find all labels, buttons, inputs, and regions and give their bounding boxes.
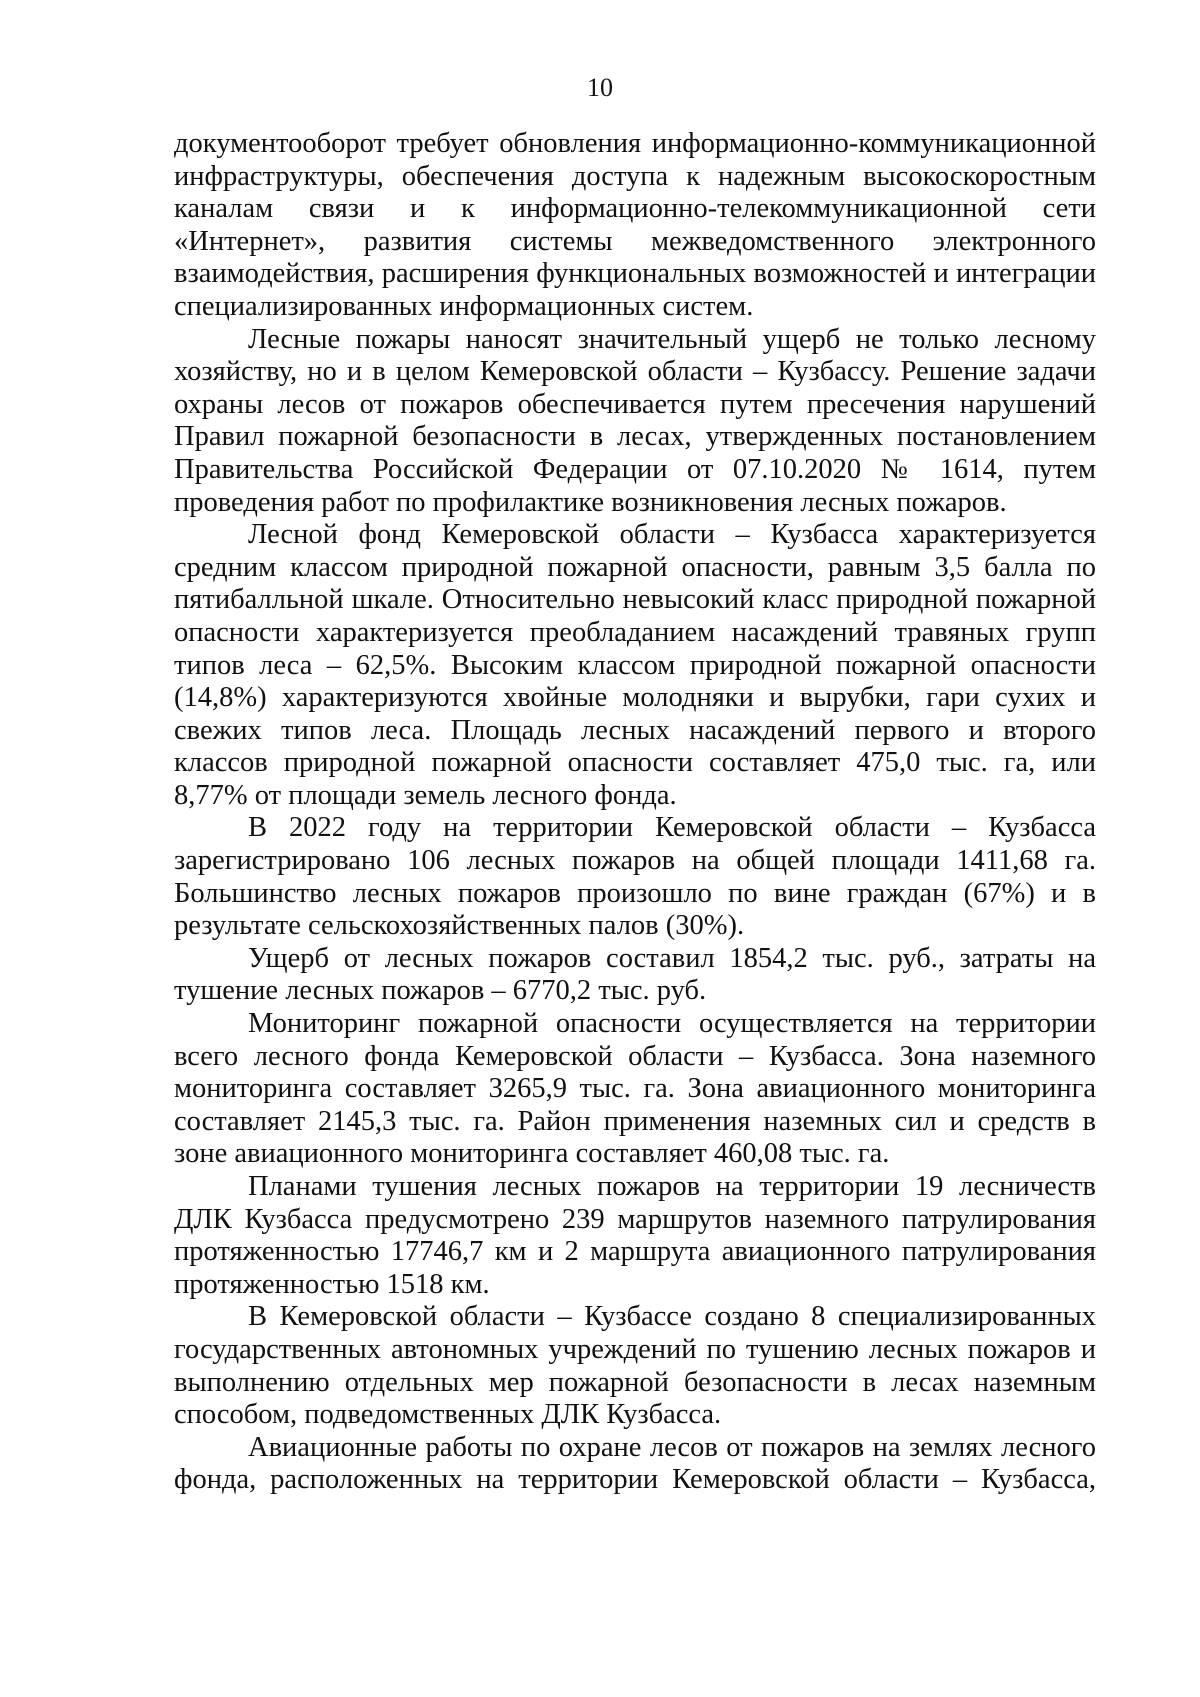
paragraph-institutions: В Кемеровской области – Кузбассе создано 8 специализированных государственных автономных учреждений по тушению лесных пожаров и выполнению отдельных мер пожарной безопасности в лесах наземным способом, подведомственных ДЛК Кузбасса. xyxy=(174,1301,1096,1431)
paragraph-monitoring: Мониторинг пожарной опасности осуществляется на территории всего лесного фонда Кемеровской области – Кузбасса. Зона наземного мониторинга составляет 3265,9 тыс. га. Зона авиационного мониторинга составляет 2145,3 тыс. га. Район применения наземных сил и средств в зоне авиационного мониторинга составляет 460,08 тыс. га. xyxy=(174,1008,1096,1170)
paragraph-fires-2022: В 2022 году на территории Кемеровской области – Кузбасса зарегистрировано 106 лесных пожаров на общей площади 1411,68 га. Большинство лесных пожаров произошло по вине граждан (67%) и в результате сельскохозяйственных палов (30%). xyxy=(174,812,1096,942)
paragraph-damage-costs: Ущерб от лесных пожаров составил 1854,2 тыс. руб., затраты на тушение лесных пожаров – 6770,2 тыс. руб. xyxy=(174,942,1096,1007)
paragraph-forest-fire-damage: Лесные пожары наносят значительный ущерб не только лесному хозяйству, но и в целом Кемеровской области – Кузбассу. Решение задачи охраны лесов от пожаров обеспечивается путем пресечения нарушений Правил пожарной безопасности в лесах, утвержденных постановлением Правительства Российской Федерации от 07.10.2020 № 1614, путем проведения работ по профилактике возникновения лесных пожаров. xyxy=(174,323,1096,518)
document-body xyxy=(174,128,1096,1497)
paragraph-document-flow: документооборот требует обновления информационно-коммуникационной инфраструктуры, обеспечения доступа к надежным высокоскоростным каналам связи и к информационно-телекоммуникационной сети «Интернет», развития системы межведомственного электронного взаимодействия, расширения функциональных возможностей и интеграции специализированных информационных систем. xyxy=(174,128,1096,322)
paragraph-aviation-works: Авиационные работы по охране лесов от пожаров на землях лесного фонда, расположенных на территории Кемеровской области – Кузбасса, xyxy=(174,1431,1096,1496)
page-number: 10 xyxy=(587,73,613,102)
paragraph-patrol-routes: Планами тушения лесных пожаров на территории 19 лесничеств ДЛК Кузбасса предусмотрено 239 маршрутов наземного патрулирования протяженностью 17746,7 км и 2 маршрута авиационного патрулирования протяженностью 1518 км. xyxy=(174,1171,1096,1300)
paragraph-fire-hazard-class: Лесной фонд Кемеровской области – Кузбасса характеризуется средним классом природной пожарной опасности, равным 3,5 балла по пятибалльной шкале. Относительно невысокий класс природной пожарной опасности характеризуется преобладанием насаждений травяных групп типов леса – 62,5%. Высоким классом природной пожарной опасности (14,8%) характеризуются хвойные молодняки и вырубки, гари сухих и свежих типов леса. Площадь лесных насаждений первого и второго классов природной пожарной опасности составляет 475,0 тыс. га, или 8,77% от площади земель лесного фонда. xyxy=(174,519,1096,811)
